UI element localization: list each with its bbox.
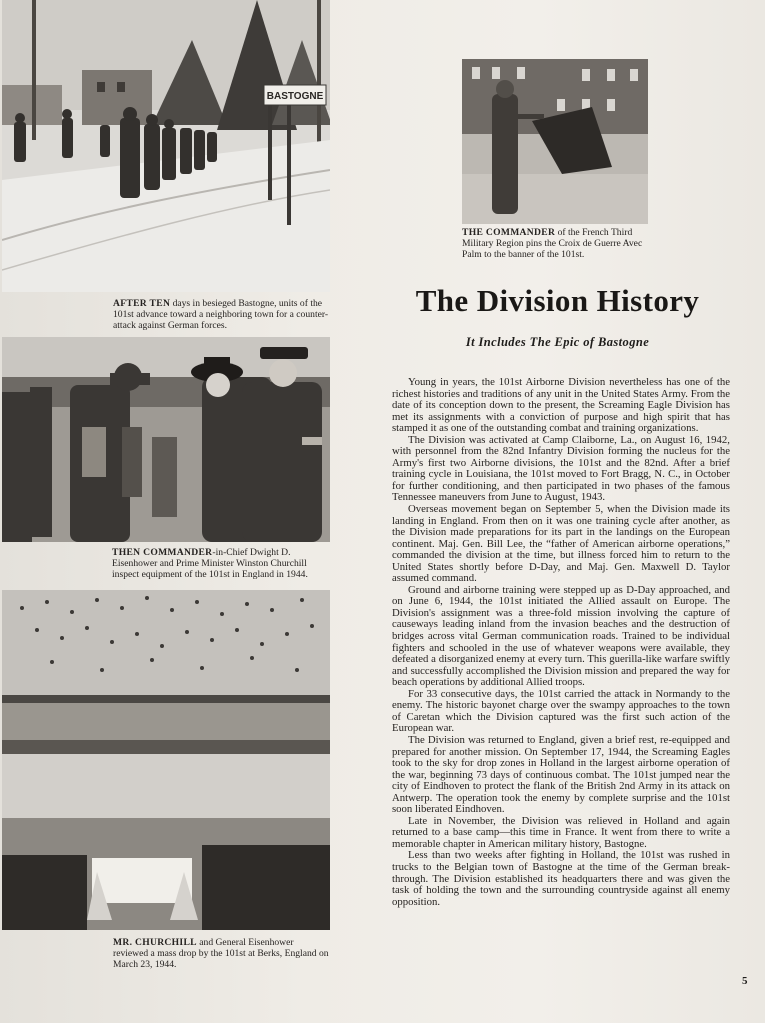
page-number: 5 bbox=[742, 975, 748, 987]
article-subtitle: It Includes The Epic of Bastogne bbox=[465, 335, 650, 349]
photo-bastogne-advance bbox=[2, 0, 330, 292]
caption-bastogne-text: days in besieged Bastogne, units of the 101st advance toward a neighboring town for a counter-attack against German forces. bbox=[113, 298, 329, 331]
caption-eisenhower-text: -in-Chief Dwight D. Eisenhower and Prime Minister Winston Churchill inspect equipment of the 101st in England in 1944. bbox=[112, 547, 308, 580]
article-paragraph: Ground and airborne training were stepped up as D-Day approached, and on June 6, 1944, the 101st initiated the Allied assault on Europe. The Division's assignment was a three-fold mission involving the capture of causeways leading inland from the invasion beaches and the destruction of bridges across vital German communication roads. Trained to be individual fighters and schooled in the use of whatever weapons were available, they defeated a disorganized enemy at every turn. This guerilla-like warfare swiftly and successfully accomplished the Division mission and prepared the way for beach operations by additional Allied troops. bbox=[392, 583, 730, 689]
article-paragraph: The Division was returned to England, given a brief rest, re-equipped and prepared for another mission. On September 17, 1944, the Screaming Eagles took to the sky for drop zones in Holland in the largest airborne operation of the war, beginning 73 days of continuous combat. The 101st jumped near the city of Eindhoven to protect the flank of the British 2nd Army in its attack on Antwerp. The operation took the enemy by complete surprise and the 101st soon liberated Eindhoven. bbox=[392, 733, 730, 816]
article-title: The Division History bbox=[415, 283, 700, 318]
article-paragraph: Late in November, the Division was relieved in Holland and again returned to a base camp—this time in France. It went from there to write a memorable chapter in American military history, Bastogne. bbox=[392, 814, 730, 850]
bastogne-sign-text: BASTOGNE bbox=[266, 91, 324, 102]
caption-commander-lead: THE COMMANDER bbox=[462, 227, 556, 238]
article-paragraph: Young in years, the 101st Airborne Division nevertheless has one of the richest histories and traditions of any unit in the United States Army. From the date of its conception down to the present, the Screaming Eagle Division has met its assignments with a conviction of purpose and high spirit that has stamped it as one of the outstanding combat and training organizations. bbox=[392, 376, 730, 435]
photo-mass-drop bbox=[2, 590, 330, 930]
article-body bbox=[392, 377, 730, 908]
article-paragraph: Overseas movement began on September 5, when the Division made its landing in England. From then on it was one training cycle after another, as the Division made preparations for its part in the landings on the European continent. Maj. Gen. Bill Lee, the “father of American airborne operations,” commanded the division at the time, but illness forced him to return to the United States shortly before D-Day, and Maj. Gen. Maxwell D. Taylor assumed command. bbox=[392, 503, 730, 585]
article-paragraph: For 33 consecutive days, the 101st carried the attack in Normandy to the enemy. The historic bayonet charge over the swampy approaches to the town of Caretan which the Division captured was the first such action of the European war. bbox=[392, 687, 730, 735]
caption-eisenhower bbox=[112, 548, 330, 580]
photo-eisenhower-churchill bbox=[2, 337, 330, 542]
caption-churchill-lead: MR. CHURCHILL bbox=[113, 937, 197, 948]
article-paragraph: The Division was activated at Camp Claiborne, La., on August 16, 1942, with personnel from the 82nd Infantry Division forming the nucleus for the Army's first two Airborne divisions, the 101st and the 82nd. After a brief training cycle in Louisiana, the 101st moved to Fort Bragg, N. C., in October for further conditioning, and then participated in two phases of the famous Tennessee maneuvers from June to August, 1943. bbox=[392, 433, 730, 504]
caption-churchill-text: and General Eisenhower reviewed a mass drop by the 101st at Berks, England on March 23, 1944. bbox=[113, 937, 329, 970]
caption-bastogne bbox=[113, 299, 331, 331]
caption-bastogne-lead: AFTER TEN bbox=[113, 298, 171, 309]
caption-commander bbox=[462, 228, 652, 260]
caption-eisenhower-lead: THEN COMMANDER bbox=[112, 547, 213, 558]
photo-commander-banner bbox=[462, 59, 648, 224]
caption-commander-text: of the French Third Military Region pins the Croix de Guerre Avec Palm to the banner of the 101st. bbox=[462, 227, 643, 260]
article-paragraph: Less than two weeks after fighting in Holland, the 101st was rushed in trucks to the Belgian town of Bastogne at the time of the German break-through. The Division established its headquarters there and was given the task of holding the town and the surrounding countryside against all enemy opposition. bbox=[392, 849, 730, 908]
caption-churchill bbox=[113, 938, 331, 970]
